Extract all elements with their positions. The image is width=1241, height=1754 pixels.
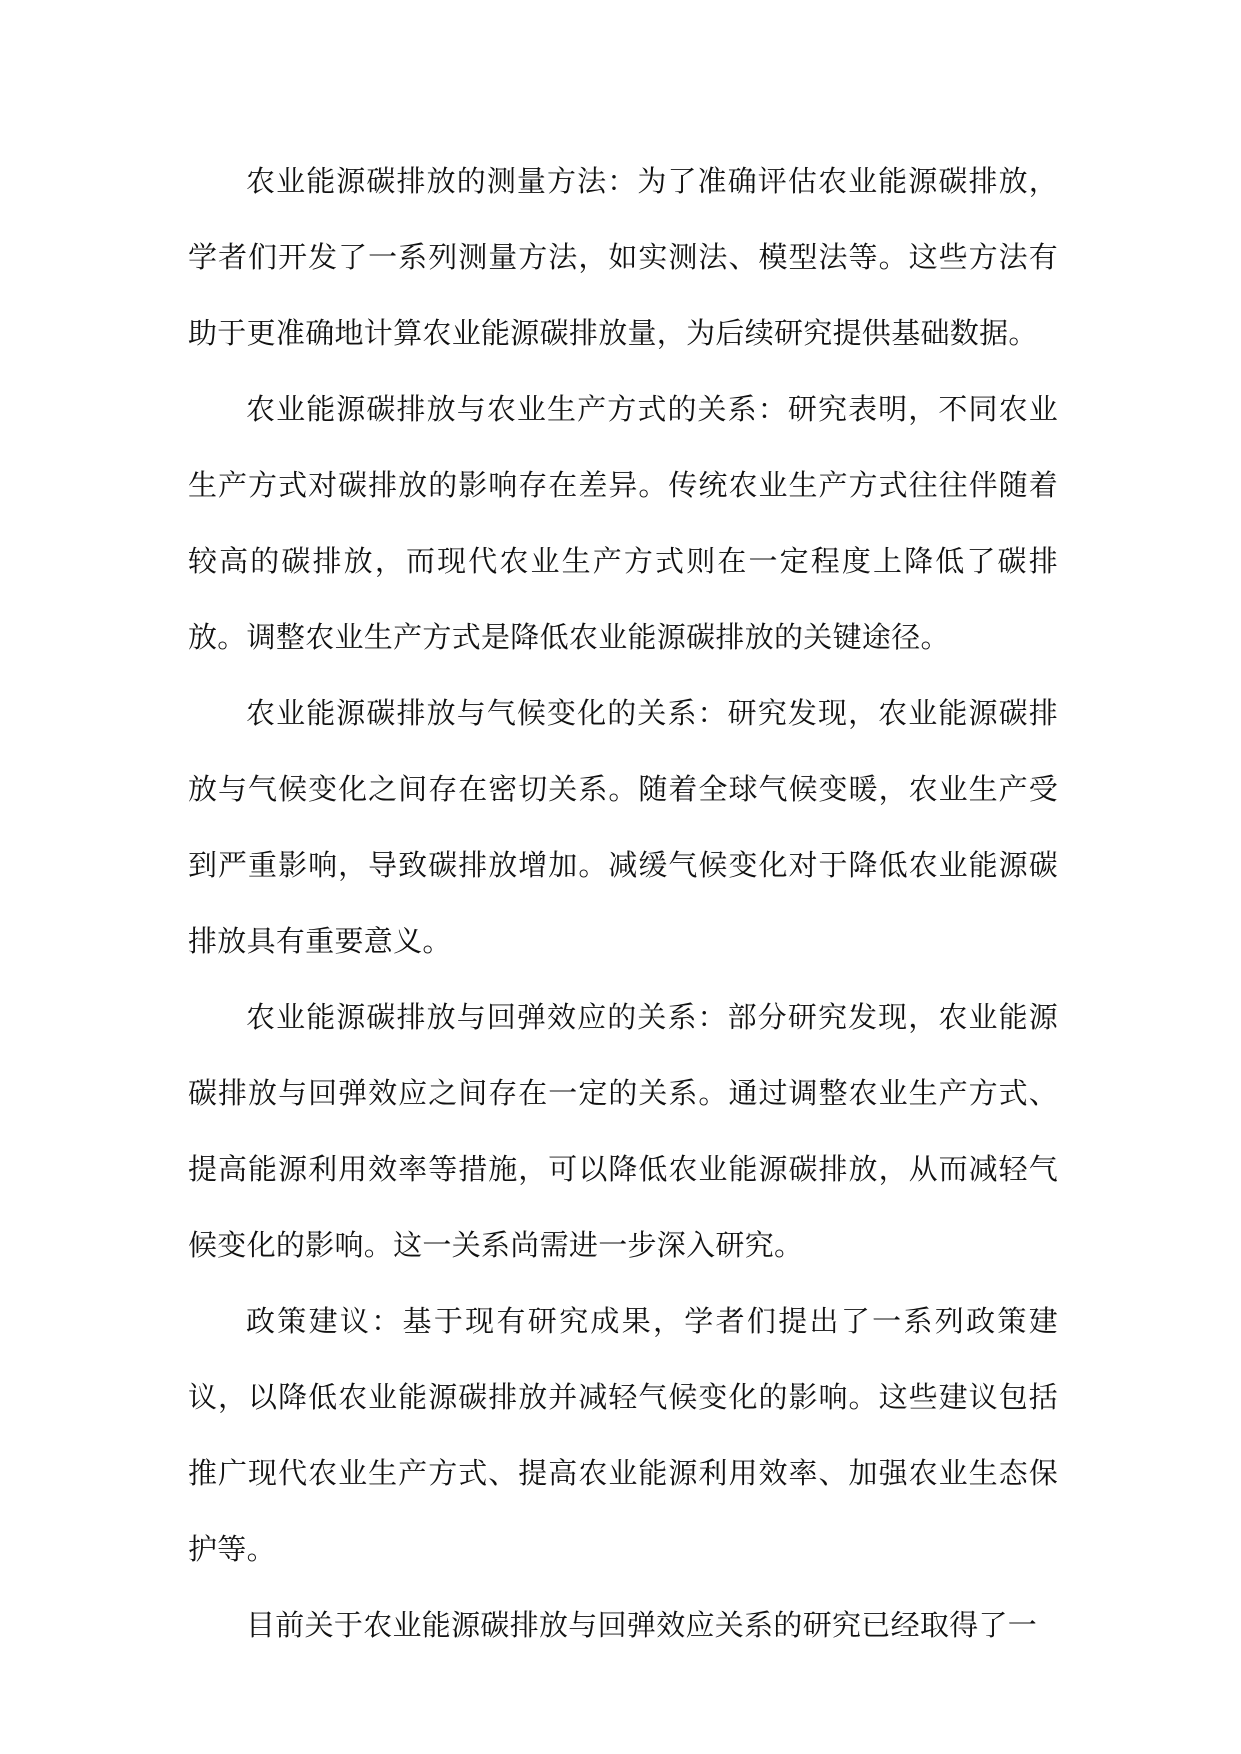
paragraph-policy-recommendations: 政策建议：基于现有研究成果，学者们提出了一系列政策建议，以降低农业能源碳排放并减轻气候变化的影响。这些建议包括推广现代农业生产方式、提高农业能源利用效率、加强农业生态保护等。 (188, 1304, 1058, 1566)
paragraph-measurement-methods: 农业能源碳排放的测量方法：为了准确评估农业能源碳排放，学者们开发了一系列测量方法，如实测法、模型法等。这些方法有助于更准确地计算农业能源碳排放量，为后续研究提供基础数据。 (188, 164, 1058, 350)
document-body (188, 143, 1058, 1663)
paragraph-rebound-effect: 农业能源碳排放与回弹效应的关系：部分研究发现，农业能源碳排放与回弹效应之间存在一定的关系。通过调整农业生产方式、提高能源利用效率等措施，可以降低农业能源碳排放，从而减轻气候变化的影响。这一关系尚需进一步深入研究。 (188, 1000, 1058, 1262)
paragraph-climate-change: 农业能源碳排放与气候变化的关系：研究发现，农业能源碳排放与气候变化之间存在密切关系。随着全球气候变暖，农业生产受到严重影响，导致碳排放增加。减缓气候变化对于降低农业能源碳排放具有重要意义。 (188, 696, 1058, 958)
paragraph-production-methods: 农业能源碳排放与农业生产方式的关系：研究表明，不同农业生产方式对碳排放的影响存在差异。传统农业生产方式往往伴随着较高的碳排放，而现代农业生产方式则在一定程度上降低了碳排放。调整农业生产方式是降低农业能源碳排放的关键途径。 (188, 392, 1058, 654)
paragraph-current-research: 目前关于农业能源碳排放与回弹效应关系的研究已经取得了一 (246, 1608, 1038, 1642)
